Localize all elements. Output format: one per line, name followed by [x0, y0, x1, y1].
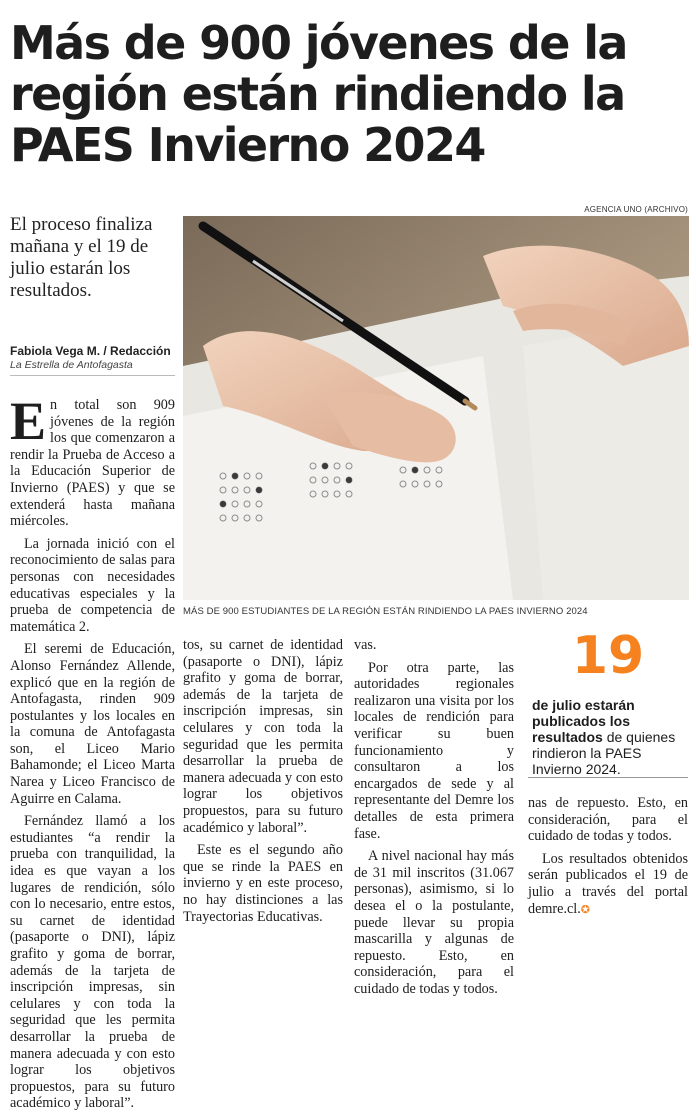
paragraph-3: El seremi de Educación, Alonso Fernández Allende, explicó que en la región de Antofagasta, rinden 909 postulantes y los locales en la comuna de Antofagasta son, el Liceo Mario Bahamonde; el Liceo Marta Narea y Liceo Francisco de Aguirre en Calama.	[10, 641, 175, 807]
highlight-divider	[528, 777, 688, 778]
article-photo	[183, 216, 689, 600]
paragraph-8-text: Los resultados obtenidos serán publicados el 19 de julio a través del portal demre.cl.	[528, 850, 688, 917]
highlight-text	[532, 697, 688, 777]
article-column-2	[183, 637, 343, 926]
paragraph-4-cont: tos, su carnet de identidad (pasaporte o DNI), lápiz grafito y goma de borrar, además de la tarjeta de inscripción impresas, sin celulares y con toda la seguridad que les permita desarrollar la prueba de manera adecuada y con esto lograr los objetivos propuestos, para su futuro académico y laboral”.	[183, 637, 343, 836]
paragraph-5: Este es el segundo año que se rinde la PAES en invierno y en este proceso, no hay distinciones a las Trayectorias Educativas.	[183, 842, 343, 925]
paragraph-1-text: n total son 909 jóvenes de la región los que comenzaron a rendir la Prueba de Acceso a la Educación Superior de Invierno (PAES) y que se extenderá hasta mañana miércoles.	[10, 397, 175, 530]
drop-cap: E	[10, 391, 47, 451]
photo-caption: MÁS DE 900 ESTUDIANTES DE LA REGIÓN ESTÁN RINDIENDO LA PAES INVIERNO 2024	[183, 606, 588, 617]
exam-photo-illustration	[183, 216, 689, 600]
highlight-rest-text: de quienes rindieron la PAES Invierno 2024.	[532, 729, 676, 777]
end-mark-icon: ✪	[580, 903, 590, 916]
photo-credit: AGENCIA UNO (ARCHIVO)	[584, 205, 688, 214]
paragraph-5-end: vas.	[354, 637, 377, 653]
article-column-1	[10, 391, 175, 1112]
highlight-number: 19	[571, 626, 645, 686]
paragraph-7-end: nas de repuesto. Esto, en consideración, para el cuidado de todas y todos.	[528, 795, 688, 845]
paragraph-8	[528, 851, 688, 918]
byline-divider	[10, 375, 175, 376]
byline-publication: La Estrella de Antofagasta	[10, 359, 133, 371]
byline-author: Fabiola Vega M. / Redacción	[10, 344, 171, 358]
deck-subtitle: El proceso finaliza mañana y el 19 de julio estarán los resultados.	[10, 214, 153, 301]
highlight-bold-text: de julio estarán publicados los resultados	[532, 697, 635, 745]
paragraph-4-start: Fernández llamó a los estudiantes “a rendir la prueba con tranquilidad, la idea es que vayan a los lugares de rendición, sólo con lo necesario, entre estos, su carnet de identidad (pasaporte o DNI), lápiz grafito y goma de borrar, además de la tarjeta de inscripción impresas, sin celulares y con toda la seguridad que les permita desarrollar la prueba de manera adecuada y con esto lograr los objetivos propuestos, para su futuro académico y laboral”.	[10, 813, 175, 1112]
paragraph-7: A nivel nacional hay más de 31 mil inscritos (31.067 personas), asimismo, si lo desea el o la postulante, puede llevar su propia mascarilla y algunas de repuesto. Esto, en consideración, para el cuidado de todas y todos.	[354, 848, 514, 997]
paragraph-6: Por otra parte, las autoridades regionales realizaron una visita por los locales de rendición para verificar su buen funcionamiento y consultaron a los encargados de sede y al representante del Demre los detalles de esta primera fase.	[354, 659, 514, 842]
article-column-3	[354, 637, 514, 997]
headline: Más de 900 jóvenes de la región están rindiendo la PAES Invierno 2024	[10, 16, 627, 172]
paragraph-intro	[10, 391, 175, 530]
paragraph-2: La jornada inició con el reconocimiento de salas para personas con necesidades educativas especiales y la prueba de competencia de matemática 2.	[10, 535, 175, 635]
article-column-4	[528, 795, 688, 918]
